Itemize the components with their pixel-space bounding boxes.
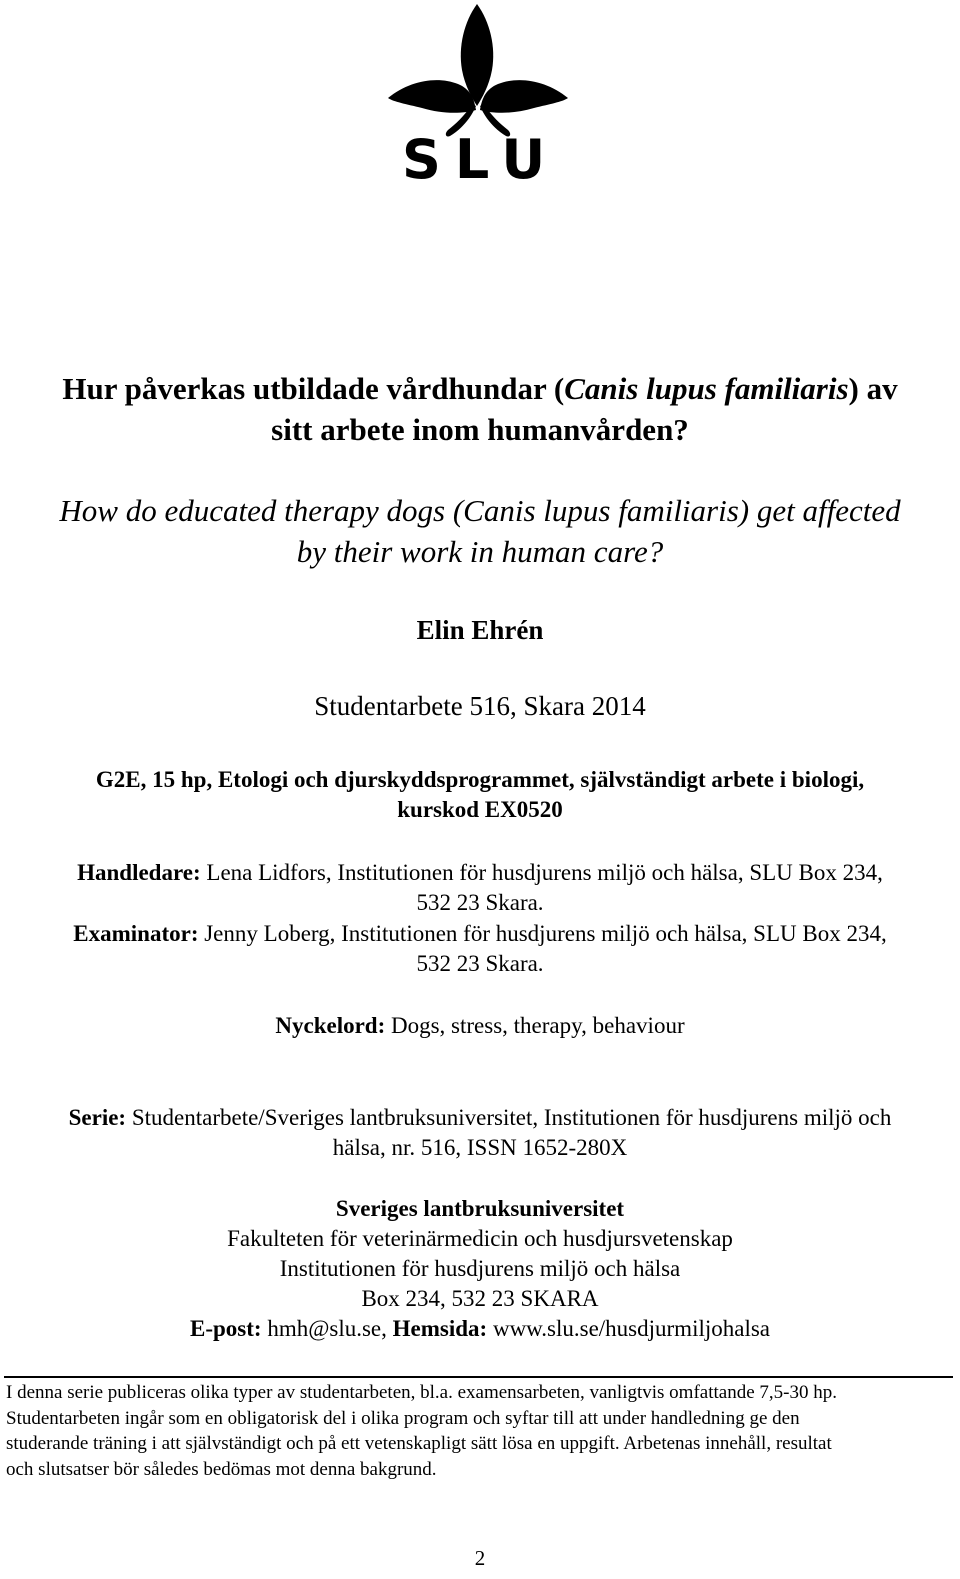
supervisor-line2: 532 23 Skara. bbox=[416, 890, 544, 915]
department-name: Institutionen för husdjurens miljö och hälsa bbox=[279, 1256, 681, 1281]
course-line2: kurskod EX0520 bbox=[397, 797, 563, 822]
keywords bbox=[0, 1011, 960, 1041]
footnote-divider bbox=[4, 1376, 953, 1378]
examiner-label: Examinator: bbox=[73, 921, 199, 946]
serie-label: Serie: bbox=[68, 1105, 127, 1130]
serie-line2: hälsa, nr. 516, ISSN 1652-280X bbox=[332, 1135, 628, 1160]
website-link[interactable]: www.slu.se/husdjurmiljohalsa bbox=[487, 1316, 770, 1341]
supervisor-info bbox=[0, 858, 960, 918]
keywords-value: Dogs, stress, therapy, behaviour bbox=[385, 1013, 685, 1038]
contact-line bbox=[0, 1314, 960, 1344]
title-swedish-line2: sitt arbete inom humanvården? bbox=[271, 412, 689, 447]
postal-address: Box 234, 532 23 SKARA bbox=[361, 1286, 599, 1311]
footnote-line3: studerande träning i att självständigt och på ett vetenskapligt sätt lösa en uppgift. Arbetenas innehåll, resultat bbox=[6, 1433, 832, 1454]
supervisor-line1: Handledare: Lena Lidfors, Institutionen för husdjurens miljö och hälsa, SLU Box 234, bbox=[77, 860, 883, 885]
species-name: Canis lupus familiaris bbox=[564, 371, 849, 406]
university-info bbox=[0, 1194, 960, 1344]
title-english-line2: by their work in human care? bbox=[296, 534, 664, 569]
course-info bbox=[0, 765, 960, 825]
author-name: Elin Ehrén bbox=[416, 615, 544, 645]
examiner-line2: 532 23 Skara. bbox=[416, 951, 544, 976]
footnote-line4: och slutsatser bör således bedömas mot denna bakgrund. bbox=[6, 1458, 437, 1480]
examiner-info bbox=[0, 919, 960, 979]
title-english-line1: How do educated therapy dogs (Canis lupus familiaris) get affected bbox=[59, 493, 901, 528]
logo-text: SLU bbox=[402, 128, 560, 191]
title-swedish bbox=[0, 368, 960, 450]
website-label: Hemsida: bbox=[392, 1316, 488, 1341]
serie-line1: Serie: Studentarbete/Sveriges lantbruksuniversitet, Institutionen för husdjurens miljö och bbox=[68, 1105, 892, 1130]
supervisor-label: Handledare: bbox=[77, 860, 201, 885]
page-number: 2 bbox=[474, 1546, 486, 1570]
title-swedish-line1: Hur påverkas utbildade vårdhundar (Canis lupus familiaris) av bbox=[62, 371, 898, 406]
examiner-line1: Examinator: Jenny Loberg, Institutionen för husdjurens miljö och hälsa, SLU Box 234, bbox=[73, 921, 887, 946]
university-name: Sveriges lantbruksuniversitet bbox=[335, 1196, 625, 1221]
course-line1: G2E, 15 hp, Etologi och djurskyddsprogrammet, självständigt arbete i biologi, bbox=[95, 767, 865, 792]
slu-logo bbox=[380, 2, 580, 197]
email-label: E-post: bbox=[190, 1316, 262, 1341]
keywords-label: Nyckelord: bbox=[275, 1013, 386, 1038]
serie-info bbox=[0, 1103, 960, 1163]
faculty-name: Fakulteten för veterinärmedicin och husdjursvetenskap bbox=[227, 1226, 733, 1251]
footnote-line2: Studentarbeten ingår som en obligatorisk del i olika program och syftar till att under handledning ge den bbox=[6, 1407, 800, 1429]
series-number-line: Studentarbete 516, Skara 2014 bbox=[314, 691, 646, 721]
title-english bbox=[0, 490, 960, 572]
footnote bbox=[6, 1380, 951, 1482]
footnote-line1: I denna serie publiceras olika typer av studentarbeten, bl.a. examensarbeten, vanligtvis omfattande 7,5-30 hp. bbox=[6, 1382, 837, 1403]
email-link[interactable]: hmh@slu.se, bbox=[261, 1316, 393, 1341]
